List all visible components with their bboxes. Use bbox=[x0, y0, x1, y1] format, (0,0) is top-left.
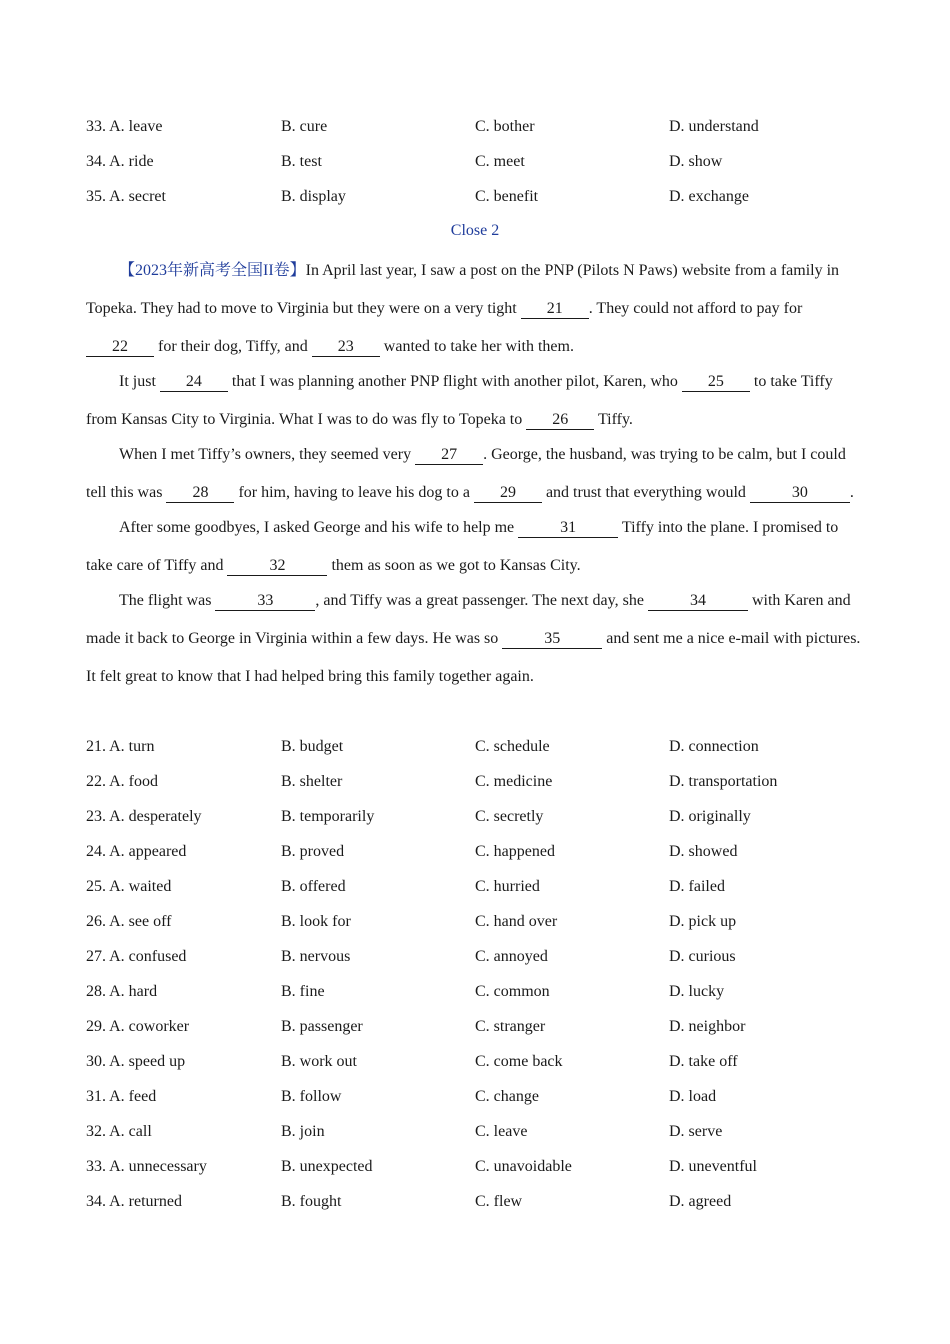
option-d: D. take off bbox=[669, 1053, 738, 1070]
question-row bbox=[86, 1121, 886, 1143]
option-b: B. fine bbox=[281, 983, 325, 1000]
blank-33: 33 bbox=[215, 592, 315, 611]
question-row bbox=[86, 186, 886, 208]
cloze-passage bbox=[86, 252, 862, 693]
question-row bbox=[86, 771, 886, 793]
option-c: C. unavoidable bbox=[475, 1158, 572, 1175]
option-d: D. understand bbox=[669, 118, 759, 135]
option-c: C. stranger bbox=[475, 1018, 546, 1035]
question-row bbox=[86, 1191, 886, 1213]
option-b: B. nervous bbox=[281, 948, 351, 965]
passage-text: , and Tiffy was a great passenger. The next day, she bbox=[315, 592, 648, 609]
option-c: C. benefit bbox=[475, 188, 539, 205]
passage-text: that I was planning another PNP flight with another pilot, Karen, who bbox=[227, 373, 682, 390]
option-c: C. bother bbox=[475, 118, 535, 135]
passage-text: . bbox=[849, 484, 854, 501]
option-d: D. agreed bbox=[669, 1193, 732, 1210]
option-a: 31. A. feed bbox=[86, 1088, 157, 1105]
passage-text: The flight was bbox=[119, 592, 216, 609]
passage-text: them as soon as we got to Kansas City. bbox=[327, 557, 581, 574]
option-a: 28. A. hard bbox=[86, 983, 158, 1000]
option-a: 34. A. ride bbox=[86, 153, 154, 170]
option-d: D. curious bbox=[669, 948, 736, 965]
section-title: Close 2 bbox=[450, 222, 500, 239]
passage-text: with Karen and made it back to George in Virginia within a few days. He was so bbox=[86, 592, 851, 647]
option-b: B. join bbox=[281, 1123, 325, 1140]
option-c: C. leave bbox=[475, 1123, 528, 1140]
source-label: 【2023年新高考全国II卷】 bbox=[119, 262, 306, 279]
option-c: C. happened bbox=[475, 843, 555, 860]
option-d: D. pick up bbox=[669, 913, 737, 930]
blank-27: 27 bbox=[415, 446, 483, 465]
passage-text: When I met Tiffy’s owners, they seemed very bbox=[119, 446, 416, 463]
blank-32: 32 bbox=[227, 557, 327, 576]
option-d: D. neighbor bbox=[669, 1018, 746, 1035]
passage-text: . George, the husband, was trying to be calm, but I could tell this was bbox=[86, 446, 846, 501]
option-c: C. schedule bbox=[475, 738, 550, 755]
option-a: 24. A. appeared bbox=[86, 843, 187, 860]
passage-text: After some goodbyes, I asked George and his wife to help me bbox=[119, 519, 519, 536]
option-a: 33. A. leave bbox=[86, 118, 163, 135]
option-b: B. temporarily bbox=[281, 808, 375, 825]
option-c: C. common bbox=[475, 983, 550, 1000]
option-c: C. hurried bbox=[475, 878, 540, 895]
option-b: B. budget bbox=[281, 738, 344, 755]
option-b: B. cure bbox=[281, 118, 328, 135]
passage-text: and trust that everything would bbox=[541, 484, 750, 501]
blank-26: 26 bbox=[526, 411, 594, 430]
passage-text: to take Tiffy from Kansas City to Virginia. What I was to do was fly to Topeka to bbox=[86, 373, 833, 428]
option-d: D. failed bbox=[669, 878, 725, 895]
passage-text: for their dog, Tiffy, and bbox=[154, 338, 312, 355]
option-d: D. exchange bbox=[669, 188, 749, 205]
option-b: B. unexpected bbox=[281, 1158, 373, 1175]
blank-28: 28 bbox=[166, 484, 234, 503]
passage-text: wanted to take her with them. bbox=[379, 338, 574, 355]
option-a: 26. A. see off bbox=[86, 913, 172, 930]
blank-29: 29 bbox=[474, 484, 542, 503]
option-d: D. serve bbox=[669, 1123, 723, 1140]
blank-23: 23 bbox=[312, 338, 380, 357]
question-row bbox=[86, 1086, 886, 1108]
question-row bbox=[86, 876, 886, 898]
option-b: B. fought bbox=[281, 1193, 342, 1210]
option-a: 33. A. unnecessary bbox=[86, 1158, 207, 1175]
option-d: D. originally bbox=[669, 808, 751, 825]
option-c: C. medicine bbox=[475, 773, 553, 790]
question-row bbox=[86, 911, 886, 933]
option-b: B. follow bbox=[281, 1088, 342, 1105]
option-d: D. load bbox=[669, 1088, 717, 1105]
paragraph-5 bbox=[86, 582, 862, 696]
passage-text: It just bbox=[119, 373, 160, 390]
passage-text: Tiffy. bbox=[594, 411, 633, 428]
option-a: 34. A. returned bbox=[86, 1193, 182, 1210]
blank-24: 24 bbox=[160, 373, 228, 392]
option-c: C. come back bbox=[475, 1053, 563, 1070]
question-row bbox=[86, 946, 886, 968]
option-d: D. showed bbox=[669, 843, 738, 860]
option-a: 21. A. turn bbox=[86, 738, 155, 755]
option-d: D. connection bbox=[669, 738, 759, 755]
question-row bbox=[86, 1051, 886, 1073]
passage-text: for him, having to leave his dog to a bbox=[234, 484, 474, 501]
question-row bbox=[86, 841, 886, 863]
question-row bbox=[86, 736, 886, 758]
option-b: B. work out bbox=[281, 1053, 357, 1070]
option-d: D. lucky bbox=[669, 983, 725, 1000]
option-b: B. look for bbox=[281, 913, 351, 930]
blank-25: 25 bbox=[682, 373, 750, 392]
question-row bbox=[86, 116, 886, 138]
option-b: B. proved bbox=[281, 843, 345, 860]
option-c: C. hand over bbox=[475, 913, 558, 930]
option-a: 35. A. secret bbox=[86, 188, 166, 205]
option-b: B. shelter bbox=[281, 773, 343, 790]
option-a: 32. A. call bbox=[86, 1123, 152, 1140]
blank-34: 34 bbox=[648, 592, 748, 611]
question-row bbox=[86, 151, 886, 173]
passage-text: and sent me a nice e-mail with pictures. It felt great to know that I had helped bring this family together again. bbox=[86, 630, 861, 685]
option-c: C. flew bbox=[475, 1193, 523, 1210]
option-c: C. annoyed bbox=[475, 948, 548, 965]
option-a: 23. A. desperately bbox=[86, 808, 202, 825]
option-d: D. transportation bbox=[669, 773, 778, 790]
option-b: B. offered bbox=[281, 878, 346, 895]
option-a: 27. A. confused bbox=[86, 948, 187, 965]
passage-text: In April last year, I saw a post on the PNP (Pilots N Paws) website from a family in Topeka. They had to move to Virginia but they were on a very tight bbox=[86, 262, 840, 317]
blank-21: 21 bbox=[521, 300, 589, 319]
option-c: C. meet bbox=[475, 153, 525, 170]
blank-22: 22 bbox=[86, 338, 154, 357]
blank-30: 30 bbox=[750, 484, 850, 503]
option-b: B. display bbox=[281, 188, 346, 205]
option-a: 25. A. waited bbox=[86, 878, 172, 895]
passage-text: Tiffy into the plane. I promised to take care of Tiffy and bbox=[86, 519, 839, 574]
option-b: B. passenger bbox=[281, 1018, 363, 1035]
question-row bbox=[86, 1016, 886, 1038]
option-d: D. uneventful bbox=[669, 1158, 757, 1175]
paragraph-4 bbox=[86, 509, 862, 585]
option-c: C. change bbox=[475, 1088, 539, 1105]
option-d: D. show bbox=[669, 153, 723, 170]
question-row bbox=[86, 1156, 886, 1178]
question-row bbox=[86, 806, 886, 828]
question-row bbox=[86, 981, 886, 1003]
blank-31: 31 bbox=[518, 519, 618, 538]
paragraph-3 bbox=[86, 436, 862, 512]
blank-35: 35 bbox=[502, 630, 602, 649]
option-c: C. secretly bbox=[475, 808, 544, 825]
paragraph-2 bbox=[86, 363, 862, 439]
paragraph-1 bbox=[86, 252, 862, 366]
option-b: B. test bbox=[281, 153, 322, 170]
passage-text: . They could not afford to pay for bbox=[588, 300, 803, 317]
option-a: 30. A. speed up bbox=[86, 1053, 186, 1070]
option-a: 22. A. food bbox=[86, 773, 158, 790]
option-a: 29. A. coworker bbox=[86, 1018, 190, 1035]
